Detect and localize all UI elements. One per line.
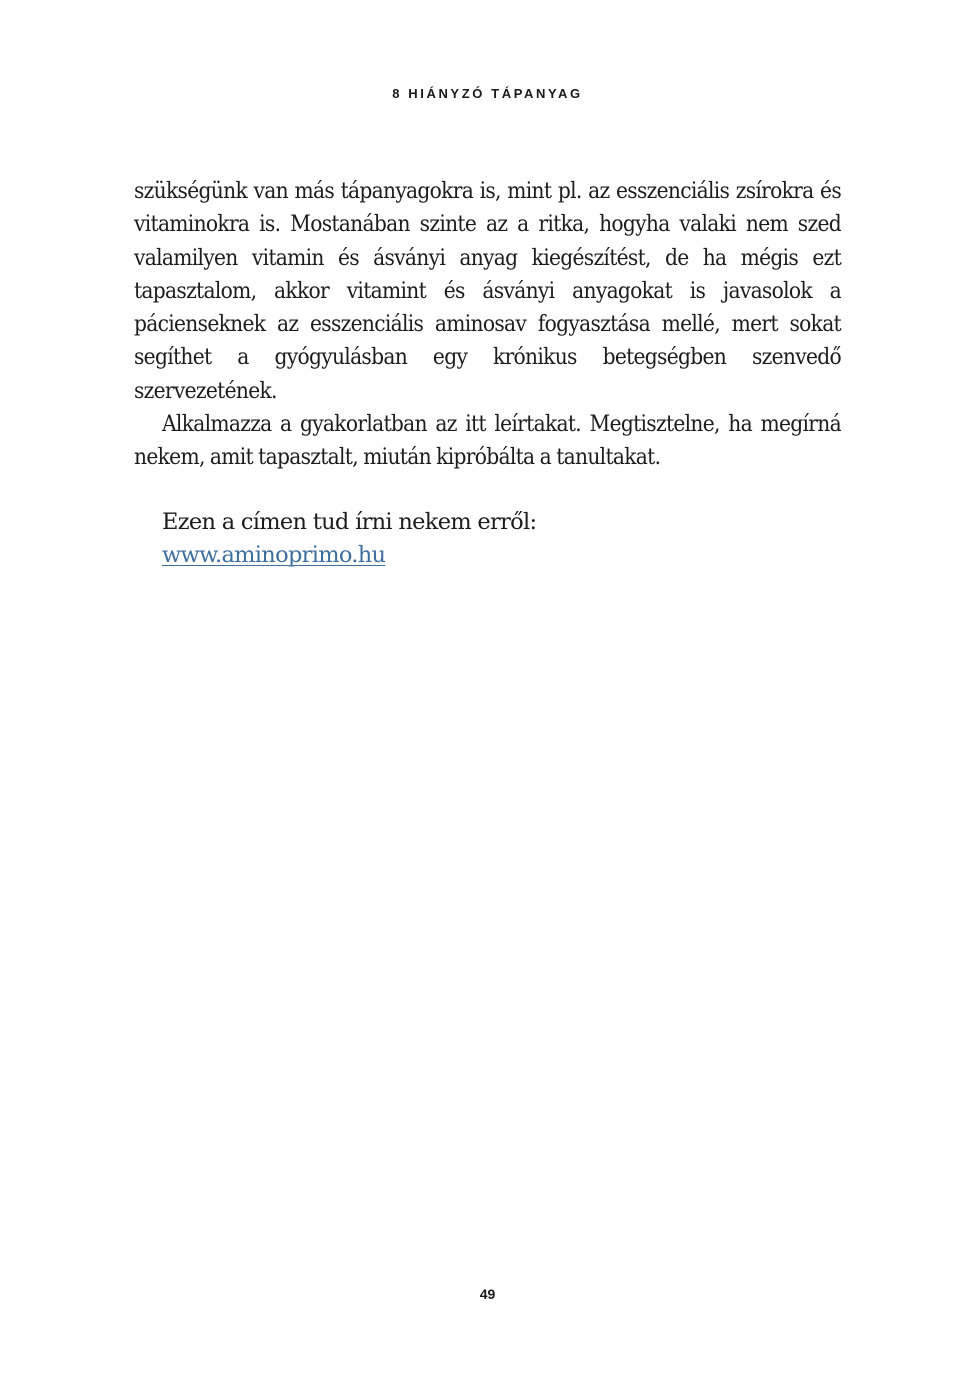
running-header: 8 HIÁNYZÓ TÁPANYAG: [392, 86, 583, 101]
paragraph-closing: Alkalmazza a gyakorlatban az itt leírtakat. Megtisztelne, ha megírná nekem, amit tapasztalt, miután kipróbálta a tanultakat.: [134, 411, 841, 471]
contact-block: [134, 506, 841, 573]
page-number: 49: [479, 1286, 496, 1302]
paragraph-continuation: szükségünk van más tápanyagokra is, mint pl. az esszenciális zsírokra és vitaminokra is. Mostanában szinte az a ritka, hogyha valaki nem szed valamilyen vitamin és ásványi anyag kiegészítést, de ha mégis ezt tapasztalom, akkor vitamint és ásványi anyagokat is javasolok a pácienseknek az esszenciális aminosav fogyasztása mellé, mert sokat segíthet a gyógyulásban egy krónikus betegségben szenvedő szervezetének.: [134, 178, 841, 404]
website-link[interactable]: www.aminoprimo.hu: [162, 541, 386, 568]
body-text: [134, 175, 841, 572]
contact-intro: Ezen a címen tud írni nekem erről:: [162, 508, 537, 535]
